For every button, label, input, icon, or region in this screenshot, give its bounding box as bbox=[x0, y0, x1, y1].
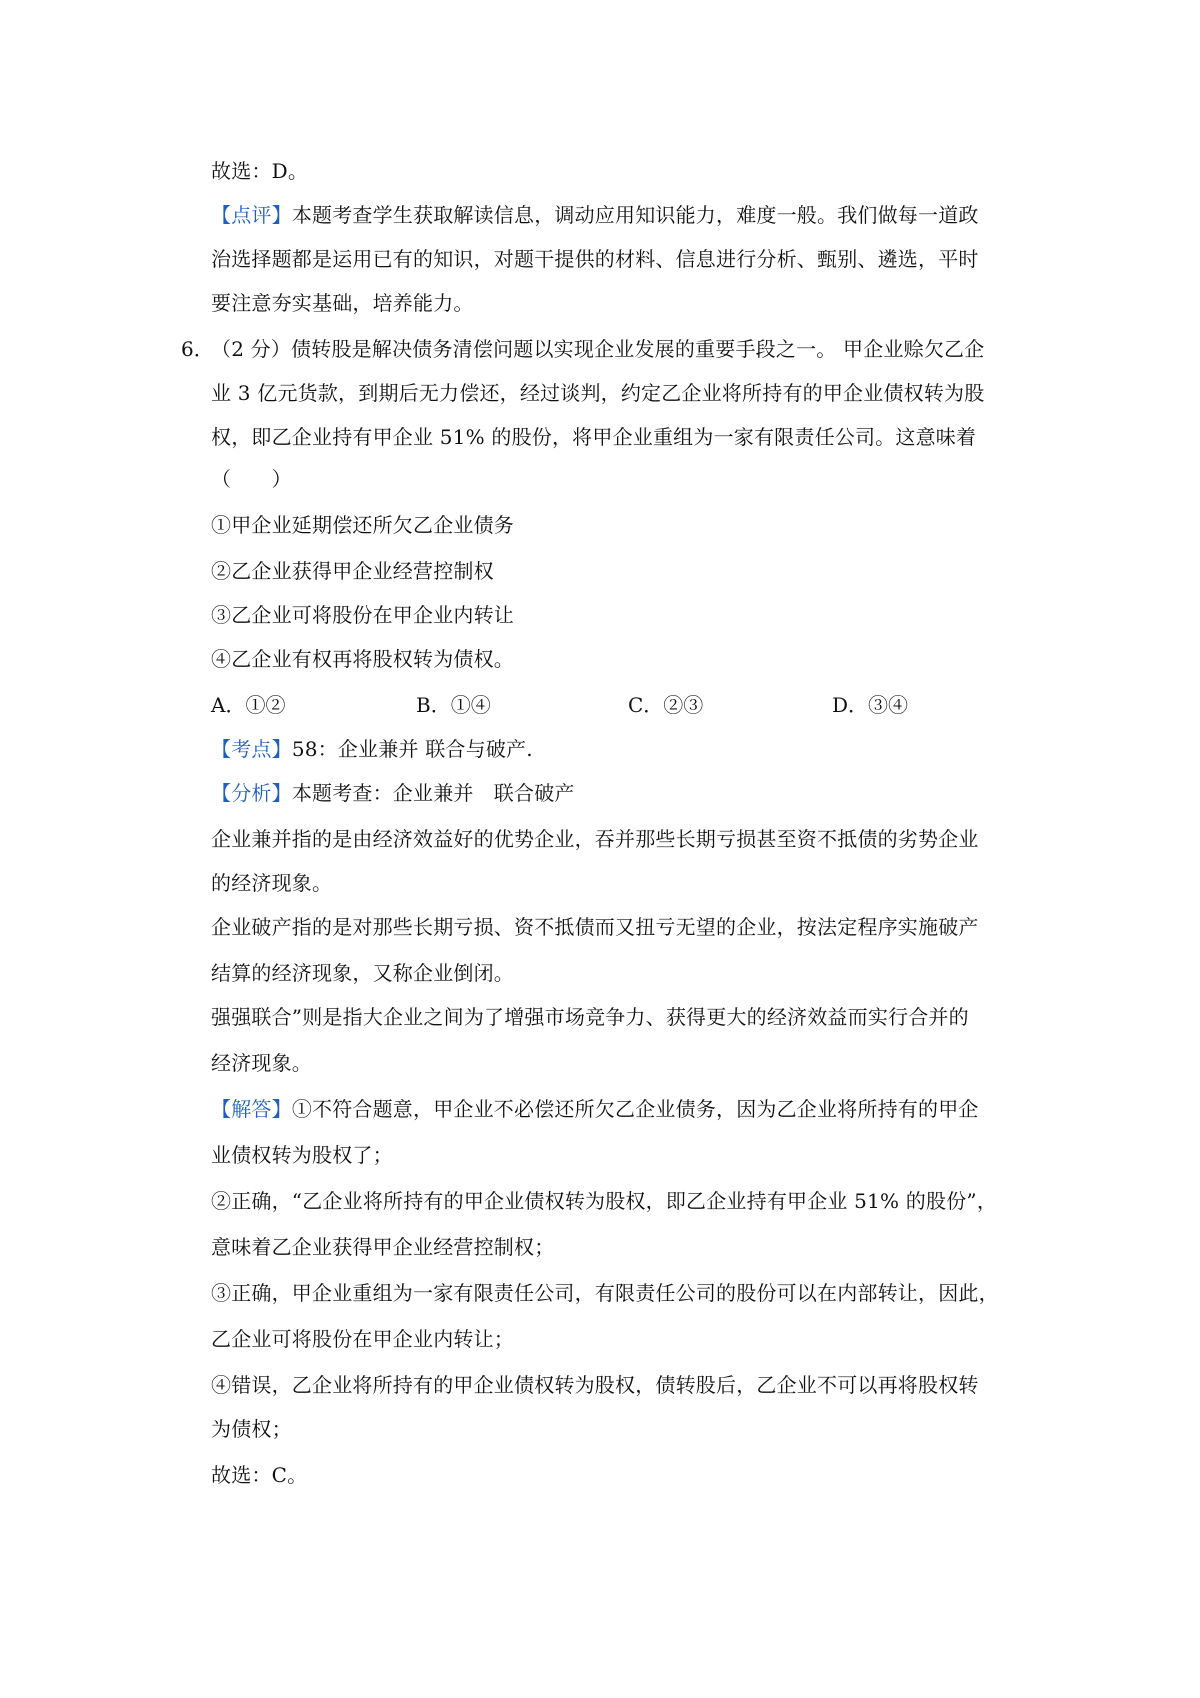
jieda-paragraph-line-4: ③正确，甲企业重组为一家有限责任公司，有限责任公司的股份可以在内部转让，因此， bbox=[211, 1281, 999, 1305]
option-d: D．③④ bbox=[832, 693, 909, 717]
fenxi-paragraph-line-6: 经济现象。 bbox=[211, 1051, 312, 1075]
option-c: C．②③ bbox=[628, 693, 704, 717]
statement-4: ④乙企业有权再将股权转为债权。 bbox=[211, 647, 514, 671]
kaodian-line bbox=[211, 736, 533, 762]
fenxi-paragraph-line-3: 企业破产指的是对那些长期亏损、资不抵债而又扭亏无望的企业，按法定程序实施破产 bbox=[211, 915, 979, 939]
jieda-line bbox=[211, 1096, 979, 1122]
review-line-1 bbox=[211, 202, 979, 228]
question-stem-line-3: 权，即乙企业持有甲企业 51% 的股份，将甲企业重组为一家有限责任公司。这意味着 bbox=[211, 425, 977, 449]
fenxi-paragraph-line-1: 企业兼并指的是由经济效益好的优势企业，吞并那些长期亏损甚至资不抵债的劣势企业 bbox=[211, 827, 979, 851]
question-stem-line-2: 业 3 亿元货款，到期后无力偿还，经过谈判，约定乙企业将所持有的甲企业债权转为股 bbox=[211, 381, 985, 405]
jieda-paragraph-line-3: 意味着乙企业获得甲企业经营控制权； bbox=[211, 1235, 555, 1259]
previous-answer: 故选：D。 bbox=[211, 159, 309, 183]
kaodian-text: 58：企业兼并 联合与破产. bbox=[291, 737, 533, 761]
statement-3: ③乙企业可将股份在甲企业内转让 bbox=[211, 603, 514, 627]
statement-1: ①甲企业延期偿还所欠乙企业债务 bbox=[211, 513, 514, 537]
review-line-2: 治选择题都是运用已有的知识，对题干提供的材料、信息进行分析、甄别、遴选，平时 bbox=[211, 247, 979, 271]
jieda-text: ①不符合题意，甲企业不必偿还所欠乙企业债务，因为乙企业将所持有的甲企 bbox=[291, 1097, 979, 1121]
jieda-paragraph-line-2: ②正确，“乙企业将所持有的甲企业债权转为股权，即乙企业持有甲企业 51% 的股份”， bbox=[211, 1189, 998, 1213]
jieda-tag: 【解答】 bbox=[211, 1097, 292, 1121]
fenxi-text: 本题考查：企业兼并 联合破产 bbox=[291, 781, 575, 805]
fenxi-paragraph-line-2: 的经济现象。 bbox=[211, 871, 333, 895]
jieda-paragraph-line-6: ④错误，乙企业将所持有的甲企业债权转为股权，债转股后，乙企业不可以再将股权转 bbox=[211, 1373, 979, 1397]
jieda-paragraph-line-1: 业债权转为股权了； bbox=[211, 1143, 393, 1167]
question-number: 6． bbox=[181, 337, 214, 361]
answer-bracket: （ ） bbox=[211, 467, 292, 491]
review-line-3: 要注意夯实基础，培养能力。 bbox=[211, 291, 474, 315]
fenxi-paragraph-line-4: 结算的经济现象，又称企业倒闭。 bbox=[211, 961, 514, 985]
statement-2: ②乙企业获得甲企业经营控制权 bbox=[211, 559, 494, 583]
kaodian-tag: 【考点】 bbox=[211, 737, 292, 761]
option-a: A．①② bbox=[211, 693, 286, 717]
jieda-paragraph-line-5: 乙企业可将股份在甲企业内转让； bbox=[211, 1327, 514, 1351]
fenxi-paragraph-line-5: 强强联合”则是指大企业之间为了增强市场竞争力、获得更大的经济效益而实行合并的 bbox=[211, 1005, 969, 1029]
fenxi-tag: 【分析】 bbox=[211, 781, 292, 805]
final-answer: 故选：C。 bbox=[211, 1463, 308, 1487]
option-b: B．①④ bbox=[416, 693, 491, 717]
fenxi-line bbox=[211, 780, 575, 806]
review-tag: 【点评】 bbox=[211, 203, 292, 227]
question-stem-line-1: （2 分）债转股是解决债务清偿问题以实现企业发展的重要手段之一。 甲企业赊欠乙企 bbox=[211, 337, 985, 361]
jieda-paragraph-line-7: 为债权； bbox=[211, 1417, 292, 1441]
review-text: 本题考查学生获取解读信息，调动应用知识能力，难度一般。我们做每一道政 bbox=[291, 203, 979, 227]
